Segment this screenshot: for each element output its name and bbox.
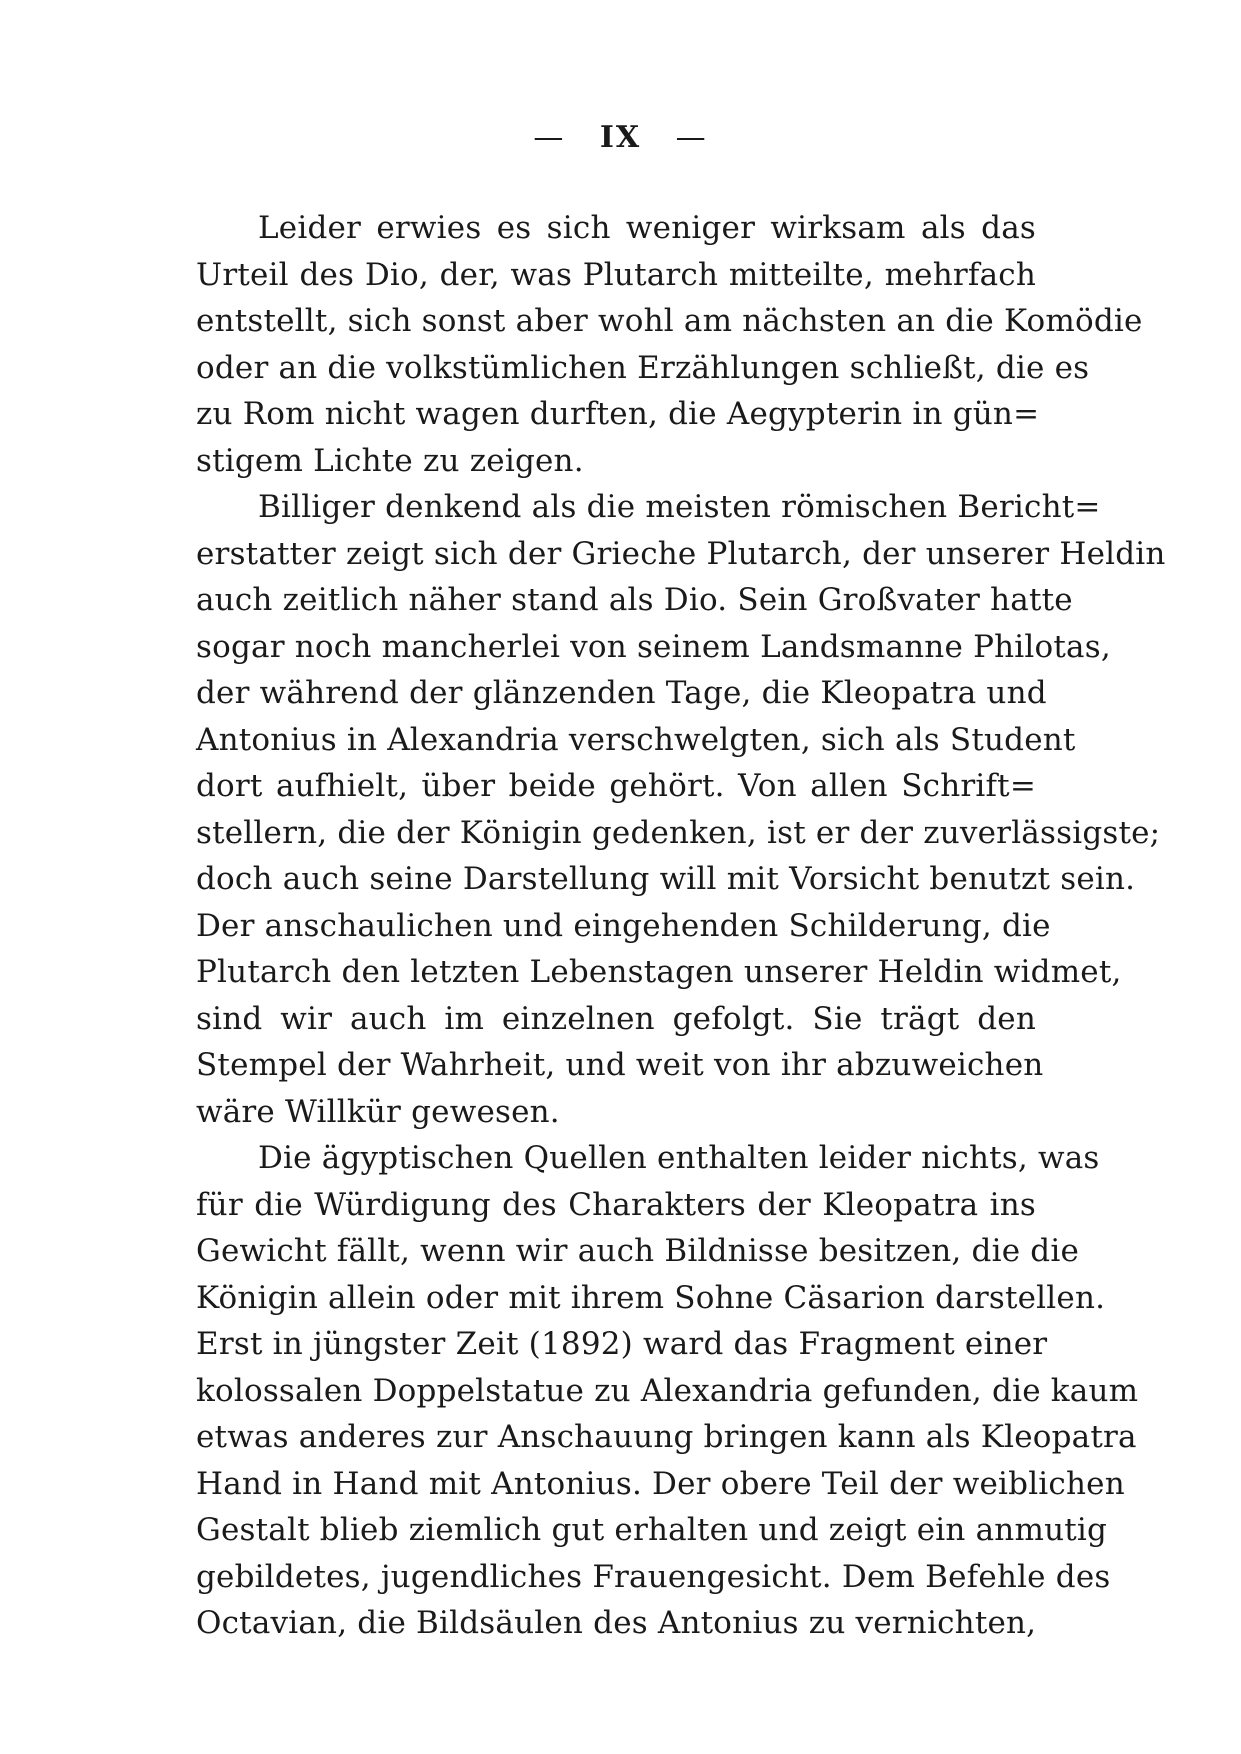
text-line: sogar noch mancherlei von seinem Landsmanne Philotas,: [196, 628, 1111, 665]
text-line: Gewicht fällt, wenn wir auch Bildnisse besitzen, die die: [196, 1233, 1079, 1269]
text-line: Octavian, die Bildsäulen des Antonius zu vernichten,: [196, 1605, 1037, 1641]
text-line: stigem Lichte zu zeigen.: [196, 442, 584, 479]
text-line: sind wir auch im einzelnen gefolgt. Sie trägt den: [196, 1000, 1036, 1037]
text-line: Hand in Hand mit Antonius. Der obere Teil der weiblichen: [196, 1465, 1125, 1502]
page-header: [0, 120, 1241, 155]
text-line: Billiger denkend als die meisten römischen Bericht=: [258, 489, 1101, 525]
text-line: Der anschaulichen und eingehenden Schilderung, die: [196, 907, 1051, 944]
text-line: stellern, die der Königin gedenken, ist er der zuverlässigste;: [196, 814, 1161, 851]
text-line: Plutarch den letzten Lebenstagen unserer Heldin widmet,: [196, 954, 1122, 990]
page-number: IX: [599, 120, 642, 155]
text-line: der während der glänzenden Tage, die Kleopatra und: [196, 675, 1047, 711]
text-line: erstatter zeigt sich der Grieche Plutarch, der unserer Heldin: [196, 535, 1166, 572]
text-line: Urteil des Dio, der, was Plutarch mitteilte, mehrfach: [196, 256, 1036, 293]
text-line: Königin allein oder mit ihrem Sohne Cäsarion darstellen.: [196, 1279, 1106, 1316]
text-line: zu Rom nicht wagen durften, die Aegypterin in gün=: [196, 396, 1040, 432]
text-line: kolossalen Doppelstatue zu Alexandria gefunden, die kaum: [196, 1372, 1139, 1409]
text-line: etwas anderes zur Anschauung bringen kann als Kleopatra: [196, 1419, 1137, 1455]
header-dash-right: —: [675, 120, 708, 155]
body-text: [196, 205, 1166, 1647]
header-dash-left: —: [533, 120, 566, 155]
text-line: Die ägyptischen Quellen enthalten leider nichts, was: [258, 1140, 1100, 1176]
text-line: wäre Willkür gewesen.: [196, 1093, 560, 1130]
text-line: oder an die volkstümlichen Erzählungen schließt, die es: [196, 349, 1090, 386]
text-line: gebildetes, jugendliches Frauengesicht. Dem Befehle des: [196, 1558, 1111, 1595]
text-line: Stempel der Wahrheit, und weit von ihr abzuweichen: [196, 1047, 1044, 1083]
text-line: Gestalt blieb ziemlich gut erhalten und zeigt ein anmutig: [196, 1512, 1108, 1548]
text-line: Erst in jüngster Zeit (1892) ward das Fragment einer: [196, 1326, 1048, 1362]
text-line: Leider erwies es sich weniger wirksam als das: [258, 210, 1036, 246]
text-line: doch auch seine Darstellung will mit Vorsicht benutzt sein.: [196, 861, 1136, 897]
text-line: dort aufhielt, über beide gehört. Von allen Schrift=: [196, 768, 1036, 804]
text-line: entstellt, sich sonst aber wohl am nächsten an die Komödie: [196, 303, 1143, 339]
text-line: auch zeitlich näher stand als Dio. Sein Großvater hatte: [196, 582, 1073, 618]
text-line: Antonius in Alexandria verschwelgten, sich als Student: [196, 721, 1076, 758]
text-line: für die Würdigung des Charakters der Kleopatra ins: [196, 1186, 1036, 1223]
